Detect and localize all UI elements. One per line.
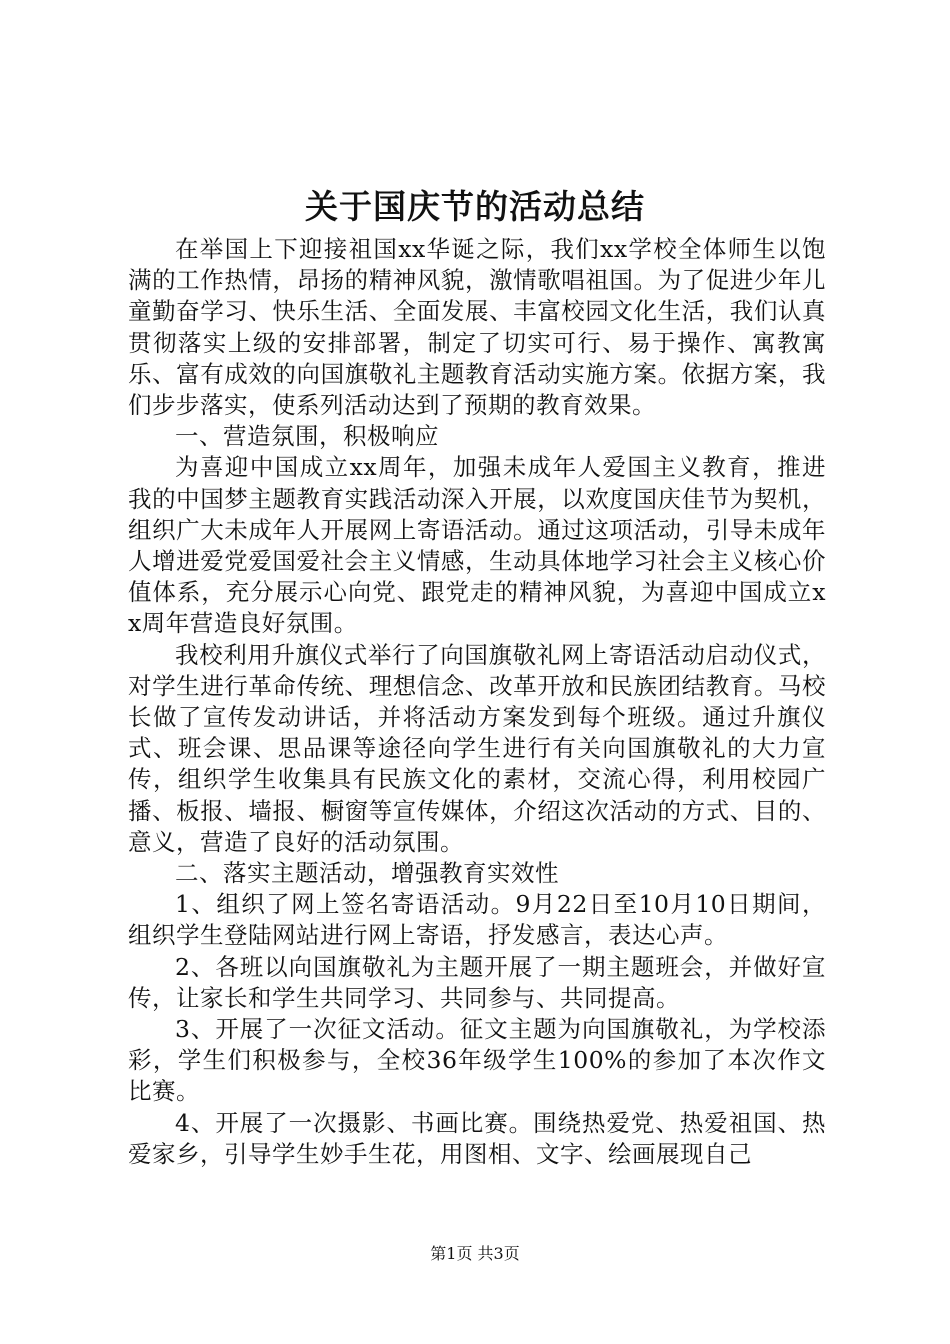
body-paragraph: 4、开展了一次摄影、书画比赛。围绕热爱党、热爱祖国、热爱家乡，引导学生妙手生花，用图相、文字、绘画展现自己 <box>128 1108 826 1168</box>
body-paragraph: 在举国上下迎接祖国xx华诞之际，我们xx学校全体师生以饱满的工作热情，昂扬的精神风貌，激情歌唱祖国。为了促进少年儿童勤奋学习、快乐生活、全面发展、丰富校园文化生活，我们认真贯彻落实上级的安排部署，制定了切实可行、易于操作、寓教寓乐、富有成效的向国旗敬礼主题教育活动实施方案。依据方案，我们步步落实，使系列活动达到了预期的教育效果。 <box>128 235 826 420</box>
page-number: 第1页 共3页 <box>430 1244 520 1263</box>
body-paragraph: 我校利用升旗仪式举行了向国旗敬礼网上寄语活动启动仪式，对学生进行革命传统、理想信念、改革开放和民族团结教育。马校长做了宣传发动讲话，并将活动方案发到每个班级。通过升旗仪式、班会课、思品课等途径向学生进行有关向国旗敬礼的大力宣传，组织学生收集具有民族文化的素材，交流心得，利用校园广播、板报、墙报、橱窗等宣传媒体，介绍这次活动的方式、目的、意义，营造了良好的活动氛围。 <box>128 640 826 856</box>
section-heading: 一、营造氛围，积极响应 <box>175 422 439 451</box>
body-paragraph: 3、开展了一次征文活动。征文主题为向国旗敬礼，为学校添彩，学生们积极参与，全校36年级学生100%的参加了本次作文比赛。 <box>128 1015 826 1106</box>
document-title: 关于国庆节的活动总结 <box>305 187 645 226</box>
body-paragraph: 2、各班以向国旗敬礼为主题开展了一期主题班会，并做好宣传，让家长和学生共同学习、共同参与、共同提高。 <box>128 952 826 1012</box>
document-body <box>128 234 826 1170</box>
section-heading: 二、落实主题活动，增强教育实效性 <box>175 859 559 888</box>
page-footer <box>0 1242 950 1266</box>
body-paragraph: 为喜迎中国成立xx周年，加强未成年人爱国主义教育，推进我的中国梦主题教育实践活动深入开展，以欢度国庆佳节为契机，组织广大未成年人开展网上寄语活动。通过这项活动，引导未成年人增进爱党爱国爱社会主义情感，生动具体地学习社会主义核心价值体系，充分展示心向党、跟党走的精神风貌，为喜迎中国成立xx周年营造良好氛围。 <box>128 453 826 638</box>
body-paragraph: 1、组织了网上签名寄语活动。9月22日至10月10日期间，组织学生登陆网站进行网上寄语，抒发感言，表达心声。 <box>128 890 826 950</box>
